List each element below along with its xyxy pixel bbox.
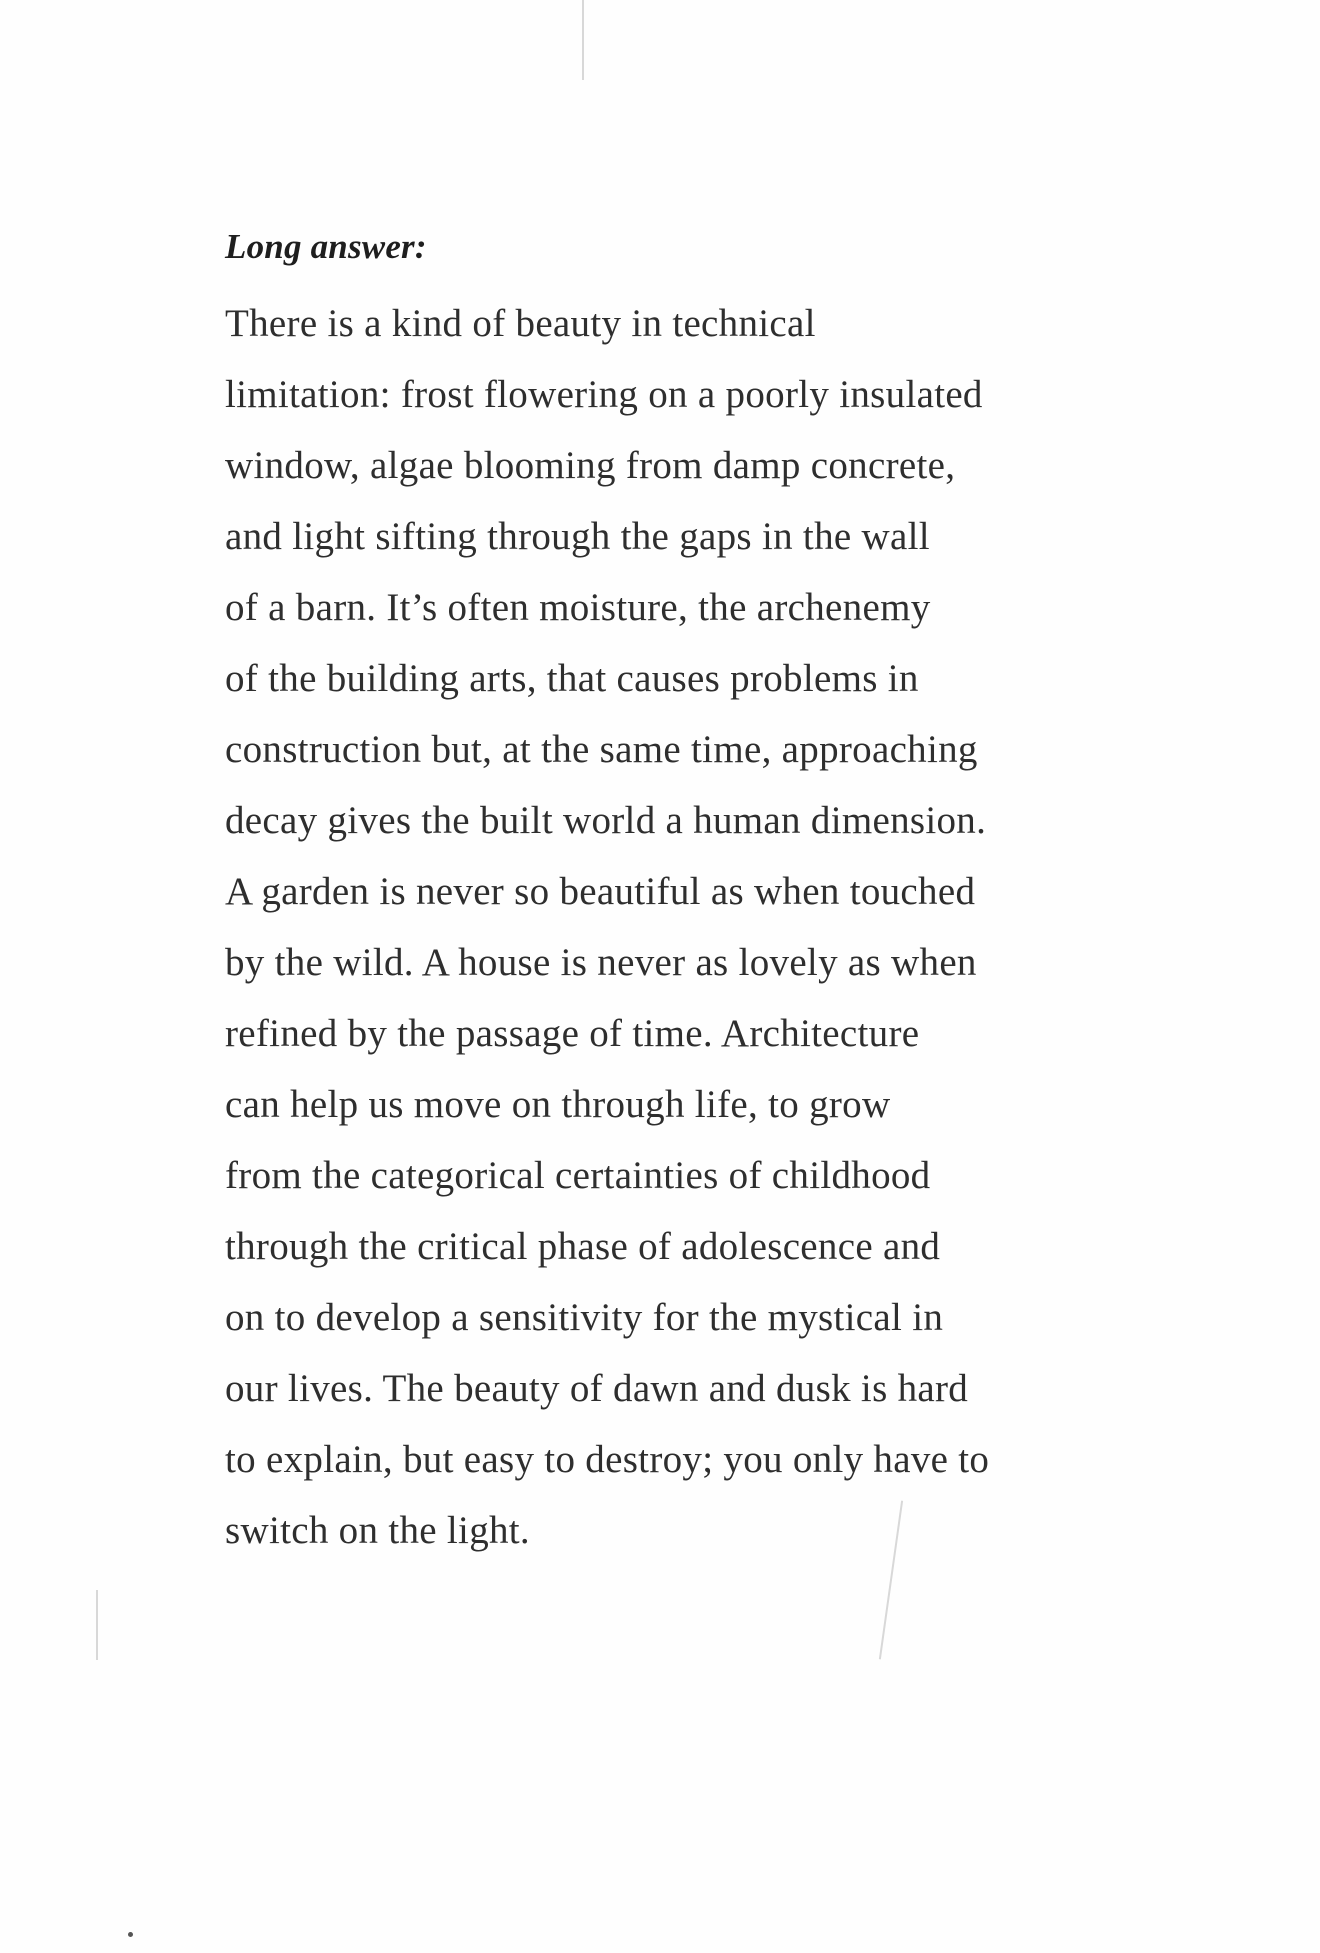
paragraph-line: There is a kind of beauty in technical: [225, 302, 816, 345]
paragraph-line: our lives. The beauty of dawn and dusk is hard: [225, 1367, 969, 1410]
paragraph-line: decay gives the built world a human dimension.: [225, 799, 987, 842]
paragraph-line: through the critical phase of adolescence and: [225, 1225, 941, 1268]
paragraph-line: to explain, but easy to destroy; you only have to: [225, 1438, 990, 1481]
scan-dot: [128, 1932, 133, 1937]
section-heading: Long answer:: [225, 227, 427, 266]
paragraph-line: of the building arts, that causes problems in: [225, 657, 919, 700]
scan-mark-top: [582, 0, 584, 80]
paragraph-line: and light sifting through the gaps in the wall: [225, 515, 930, 558]
paragraph-line: switch on the light.: [225, 1509, 530, 1552]
paragraph-line: of a barn. It’s often moisture, the archenemy: [225, 586, 931, 629]
scan-mark-left: [96, 1590, 98, 1660]
paragraph-line: A garden is never so beautiful as when touched: [225, 870, 976, 913]
scan-crease: [879, 1501, 903, 1660]
paragraph-line: window, algae blooming from damp concrete,: [225, 444, 956, 487]
paragraph-line: refined by the passage of time. Architecture: [225, 1012, 920, 1055]
paragraph-line: on to develop a sensitivity for the mystical in: [225, 1296, 944, 1339]
paragraph-line: by the wild. A house is never as lovely as when: [225, 941, 977, 984]
paragraph-line: construction but, at the same time, approaching: [225, 728, 978, 771]
paragraph-line: can help us move on through life, to grow: [225, 1083, 891, 1126]
paragraph-line: from the categorical certainties of childhood: [225, 1154, 931, 1197]
paragraph-line: limitation: frost flowering on a poorly insulated: [225, 373, 983, 416]
